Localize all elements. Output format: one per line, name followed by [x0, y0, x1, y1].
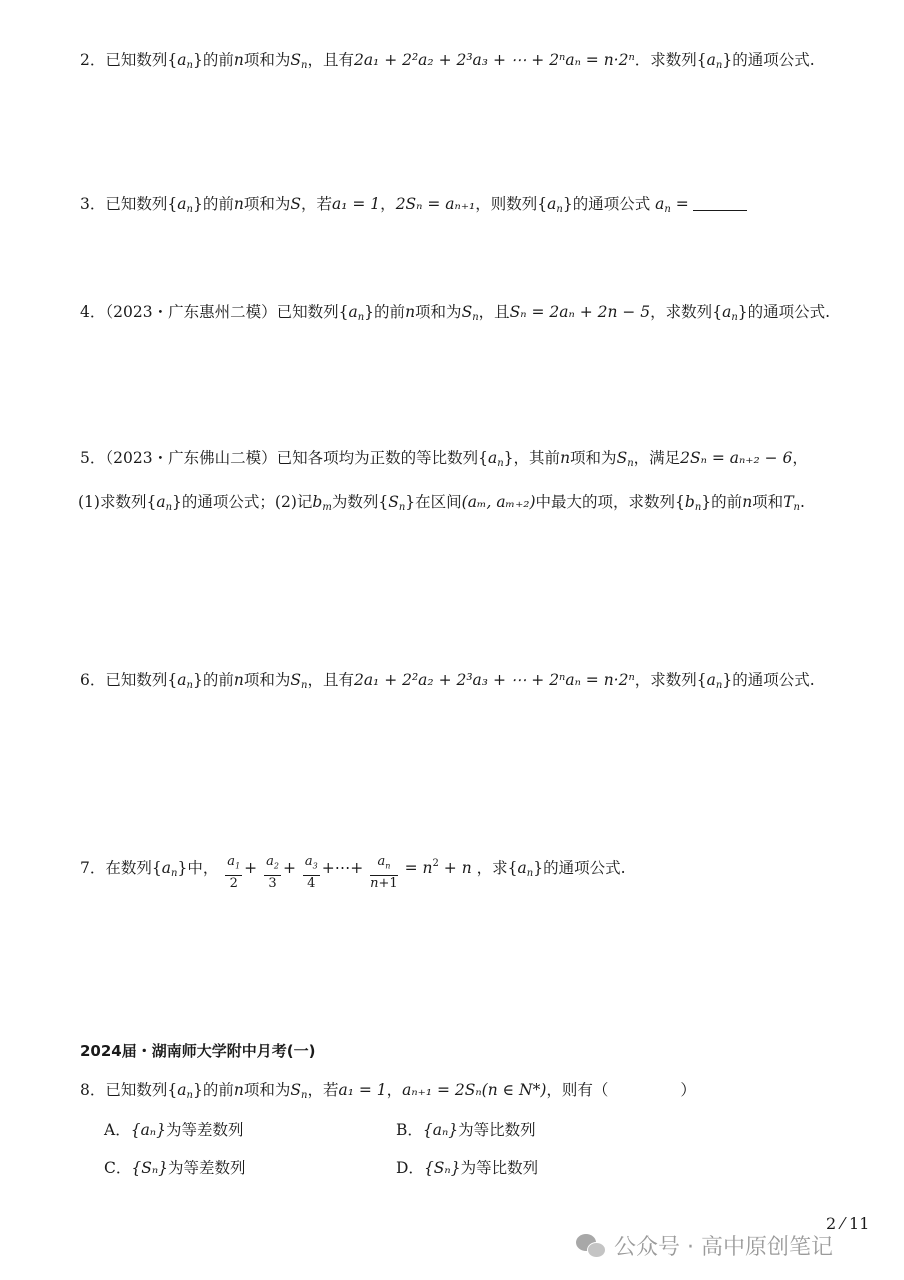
problem-2: 2．已知数列$\{a_n\}$的前n项和为$S_n$，且有2a₁ + 2²a₂ + 2³a₃ + ⋯ + 2ⁿaₙ = n·2ⁿ．求数列$\{a_n\}$的通项公式. [80, 51, 815, 71]
wechat-icon [576, 1234, 606, 1258]
problem-source: （2023・广东佛山二模） [105, 449, 277, 467]
problem-8: 8．已知数列$\{a_n\}$的前n项和为$S_n$，若a₁ = 1，aₙ₊₁ = 2Sₙ(n ∈ N*)，则有（ ） [80, 1081, 696, 1101]
option-d[interactable]: D．{Sₙ}为等比数列 [396, 1159, 539, 1177]
problem-6: 6．已知数列$\{a_n\}$的前n项和为$S_n$，且有2a₁ + 2²a₂ + 2³a₃ + ⋯ + 2ⁿaₙ = n·2ⁿ，求数列$\{a_n\}$的通项公式. [80, 671, 815, 691]
fraction-sum: $\frac{a_1}{2}$ + $\frac{a_2}{3}$ + $\frac{a_3}{4}$ +⋯+ $\frac{a_n}{n+1}$ = $n^2 + n$ [227, 854, 472, 891]
problem-3: 3．已知数列$\{a_n\}$的前n项和为S，若a₁ = 1，2Sₙ = aₙ₊₁，则数列$\{a_n\}$的通项公式 $a_n$ = [80, 192, 880, 222]
option-b[interactable]: B．{aₙ}为等比数列 [396, 1121, 536, 1139]
option-a[interactable]: A．{aₙ}为等差数列 [104, 1121, 244, 1139]
problem-7: 7．在数列$\{a_n\}$中， $\frac{a_1}{2}$ + $\frac{a_2}{3}$ + $\frac{a_3}{4}$ +⋯+ $\frac{a_n}{n+1}$ = $n^2 + n$ ，求$\{a_n\}$的通项公式. [80, 854, 626, 891]
answer-blank[interactable] [693, 196, 747, 211]
formula: 2a₁ + 2²a₂ + 2³a₃ + ⋯ + 2ⁿaₙ = n·2ⁿ [353, 51, 635, 69]
section-title: 2024届・湖南师大学附中月考(一) [80, 1042, 316, 1060]
problem-5: 5．（2023・广东佛山二模）已知各项均为正数的等比数列$\{a_n\}$，其前n项和为$S_n$，满足2Sₙ = aₙ₊₂ − 6， (1)求数列$\{a_n\}$的通项公式；(2)记$b_m$为数列$\{S_n\}$在区间(aₘ, aₘ₊₂)中最大的项，求数列$\{b_n\}$的前n项和$T_n$. [78, 449, 808, 513]
option-c[interactable]: C．{Sₙ}为等差数列 [104, 1159, 246, 1177]
problem-source: （2023・广东惠州二模） [105, 303, 277, 321]
watermark: 公众号 · 高中原创笔记 [576, 1230, 833, 1261]
page-number: 2 ⁄ 11 [826, 1214, 870, 1233]
problem-4: 4．（2023・广东惠州二模）已知数列$\{a_n\}$的前n项和为$S_n$，且Sₙ = 2aₙ + 2n − 5，求数列$\{a_n\}$的通项公式. [80, 303, 831, 323]
